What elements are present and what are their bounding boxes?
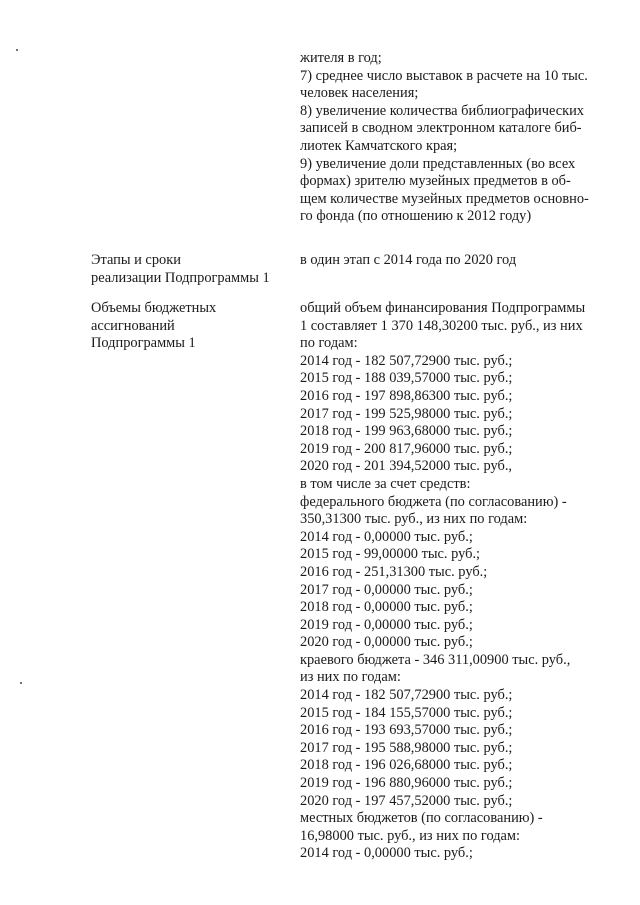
year-amount: 2014 год - 0,00000 тыс. руб.; [300, 528, 473, 545]
text-line: формах) зрителю музейных предметов в об- [300, 173, 571, 190]
year-amount: 2019 год - 196 880,96000 тыс. руб.; [300, 775, 513, 792]
text-line: 8) увеличение количества библиографических [300, 102, 585, 119]
text-line: Этапы и сроки [91, 252, 181, 268]
text-line: по годам: [300, 335, 358, 352]
year-amount: 2019 год - 0,00000 тыс. руб.; [300, 616, 473, 633]
text-line: записей в сводном электронном каталоге биб- [300, 120, 582, 137]
year-amount: 2014 год - 182 507,72900 тыс. руб.; [300, 687, 513, 704]
indicators-text [300, 50, 614, 226]
year-amount: 2015 год - 99,00000 тыс. руб.; [300, 546, 481, 563]
year-amount: 2018 год - 0,00000 тыс. руб.; [300, 599, 473, 616]
text-line: жителя в год; [300, 50, 382, 66]
text-line: 350,31300 тыс. руб., из них по годам: [300, 511, 528, 528]
year-amount: 2018 год - 199 963,68000 тыс. руб.; [300, 423, 513, 440]
stages-value [300, 252, 614, 270]
text-line: краевого бюджета - 346 311,00900 тыс. руб., [300, 651, 571, 668]
year-amount: 2017 год - 199 525,98000 тыс. руб.; [300, 405, 513, 422]
text-line: Объемы бюджетных [91, 300, 217, 316]
text-line: в один этап с 2014 года по 2020 год [300, 252, 517, 268]
text-line: лиотек Камчатского края; [300, 137, 458, 154]
year-amount: 2015 год - 188 039,57000 тыс. руб.; [300, 370, 513, 387]
year-amount: 2020 год - 0,00000 тыс. руб.; [300, 634, 473, 651]
text-line: го фонда (по отношению к 2012 году) [300, 208, 532, 225]
year-amount: 2015 год - 184 155,57000 тыс. руб.; [300, 704, 513, 721]
year-amount: 2016 год - 197 898,86300 тыс. руб.; [300, 387, 513, 404]
text-line: из них по годам: [300, 669, 401, 686]
text-line: Подпрограммы 1 [91, 335, 196, 352]
text-line: реализации Подпрограммы 1 [91, 269, 270, 286]
text-line: ассигнований [91, 317, 175, 334]
text-line: общий объем финансирования Подпрограммы [300, 300, 586, 316]
year-amount: 2016 год - 193 693,57000 тыс. руб.; [300, 722, 513, 739]
stages-label [91, 252, 286, 287]
year-amount: 2018 год - 196 026,68000 тыс. руб.; [300, 757, 513, 774]
year-amount: 2020 год - 201 394,52000 тыс. руб., [300, 458, 513, 475]
year-amount: 2016 год - 251,31300 тыс. руб.; [300, 563, 488, 580]
year-amount: 2019 год - 200 817,96000 тыс. руб.; [300, 440, 513, 457]
text-line: местных бюджетов (по согласованию) - [300, 810, 543, 827]
text-line: 1 составляет 1 370 148,30200 тыс. руб., из них [300, 317, 583, 334]
text-line: щем количестве музейных предметов основно- [300, 190, 589, 207]
text-line: 16,98000 тыс. руб., из них по годам: [300, 827, 521, 844]
text-line: федерального бюджета (по согласованию) - [300, 493, 567, 510]
year-amount: 2017 год - 195 588,98000 тыс. руб.; [300, 739, 513, 756]
text-line: 9) увеличение доли представленных (во всех [300, 155, 576, 172]
year-amount: 2017 год - 0,00000 тыс. руб.; [300, 581, 473, 598]
year-amount: 2020 год - 197 457,52000 тыс. руб.; [300, 792, 513, 809]
year-amount: 2014 год - 0,00000 тыс. руб.; [300, 845, 473, 862]
text-line: в том числе за счет средств: [300, 475, 471, 492]
budget-details [300, 300, 614, 863]
scan-speck [16, 49, 18, 51]
scan-speck [20, 682, 22, 684]
year-amount: 2014 год - 182 507,72900 тыс. руб.; [300, 352, 513, 369]
budget-label [91, 300, 286, 353]
text-line: человек населения; [300, 85, 419, 102]
text-line: 7) среднее число выставок в расчете на 10 тыс. [300, 67, 588, 84]
